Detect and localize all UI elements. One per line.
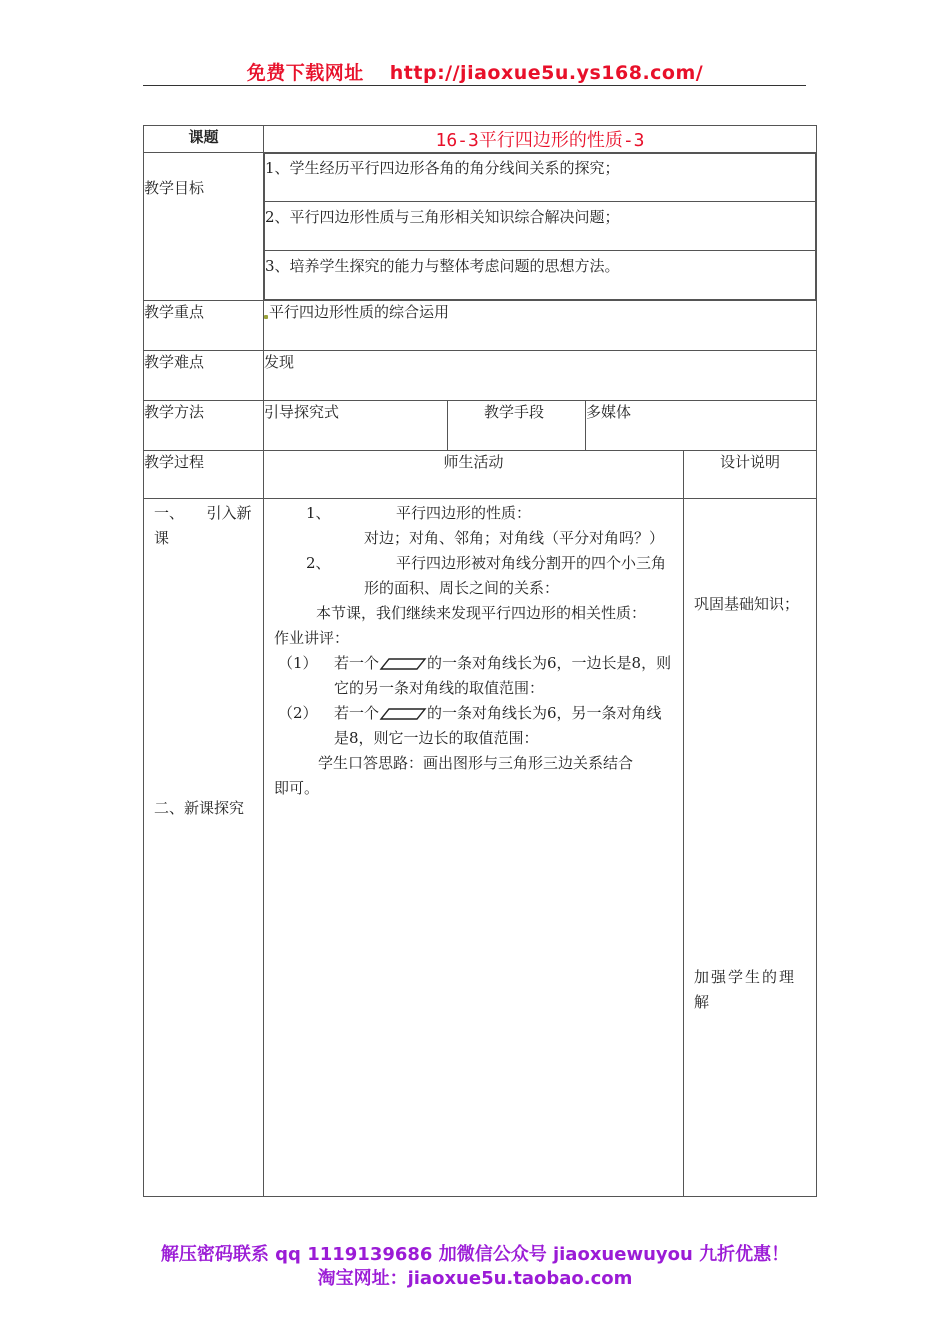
goals-list	[264, 153, 816, 300]
method-text: 引导探究式	[264, 401, 448, 451]
difficulty-label: 教学难点	[144, 351, 264, 401]
step-2: 二、新课探究	[154, 799, 245, 817]
lesson-plan-table	[143, 125, 817, 1197]
process-label: 教学过程	[144, 451, 264, 499]
process-row	[144, 499, 817, 1197]
design-note-2-line1: 加强学生的理	[694, 968, 797, 986]
item-1-detail: 对边；对角、邻角；对角线（平分对角吗？）	[364, 529, 665, 547]
design-note-2-line2: 解	[694, 993, 712, 1011]
means-text: 多媒体	[586, 401, 817, 451]
homework-label: 作业讲评：	[274, 629, 350, 647]
difficulty-text: 发现	[264, 351, 817, 401]
item-2-line1: 平行四边形被对角线分割开的四个小三角	[396, 554, 667, 572]
q1-number: （1）	[278, 654, 318, 672]
answer-line2: 即可。	[274, 779, 320, 797]
step-1: 一、 引入新课	[154, 504, 252, 547]
activity-label: 师生活动	[264, 451, 684, 499]
q1-text-b: 的一条对角线长为6，一边长是8，则	[427, 654, 672, 672]
focus-text: 平行四边形性质的综合运用	[269, 303, 450, 321]
header-label: 免费下载网址	[246, 62, 364, 84]
method-label: 教学方法	[144, 401, 264, 451]
design-note-1: 巩固基础知识；	[694, 595, 800, 613]
item-2-line2: 形的面积、周长之间的关系：	[364, 579, 560, 597]
answer-line1: 学生口答思路：画出图形与三角形三边关系结合	[318, 754, 634, 772]
parallelogram-icon	[379, 657, 427, 671]
difficulty-row	[144, 351, 817, 401]
design-label: 设计说明	[684, 451, 817, 499]
q1-text-c: 它的另一条对角线的取值范围：	[334, 679, 545, 697]
footer-contact: 解压密码联系 qq 1119139686 加微信公众号 jiaoxuewuyou 九折优惠！	[160, 1244, 790, 1265]
goals-label: 教学目标	[144, 153, 264, 301]
header-rule	[143, 85, 806, 86]
goal-item: 1、学生经历平行四边形各角的角分线间关系的探究；	[265, 154, 816, 202]
means-label: 教学手段	[448, 401, 586, 451]
topic-row	[144, 126, 817, 153]
goals-row	[144, 153, 817, 301]
q2-text-b: 的一条对角线长为6，另一条对角线	[427, 704, 662, 722]
focus-label: 教学重点	[144, 301, 264, 351]
design-note-2	[694, 965, 810, 1015]
focus-row	[144, 301, 817, 351]
footer-taobao-link[interactable]: 淘宝网址：jiaoxue5u.taobao.com	[317, 1268, 633, 1289]
page-header	[0, 58, 950, 85]
goal-item: 2、平行四边形性质与三角形相关知识综合解决问题；	[265, 202, 816, 251]
marker-dot	[264, 315, 268, 319]
intro-text: 本节课，我们继续来发现平行四边形的相关性质：	[316, 604, 647, 622]
method-row	[144, 401, 817, 451]
q1-text-a: 若一个	[334, 654, 380, 672]
topic-title: 16-3平行四边形的性质-3	[264, 126, 817, 153]
goal-item: 3、培养学生探究的能力与整体考虑问题的思想方法。	[265, 251, 816, 300]
q2-number: （2）	[278, 704, 318, 722]
item-1-title: 平行四边形的性质：	[396, 504, 532, 522]
process-header-row	[144, 451, 817, 499]
header-url-link[interactable]: http://jiaoxue5u.ys168.com/	[389, 62, 704, 84]
q2-text-a: 若一个	[334, 704, 380, 722]
parallelogram-icon	[379, 707, 427, 721]
item-1-number: 1、	[306, 504, 331, 522]
q2-text-c: 是8，则它一边长的取值范围：	[334, 729, 539, 747]
topic-label: 课题	[144, 126, 264, 153]
item-2-number: 2、	[306, 554, 331, 572]
